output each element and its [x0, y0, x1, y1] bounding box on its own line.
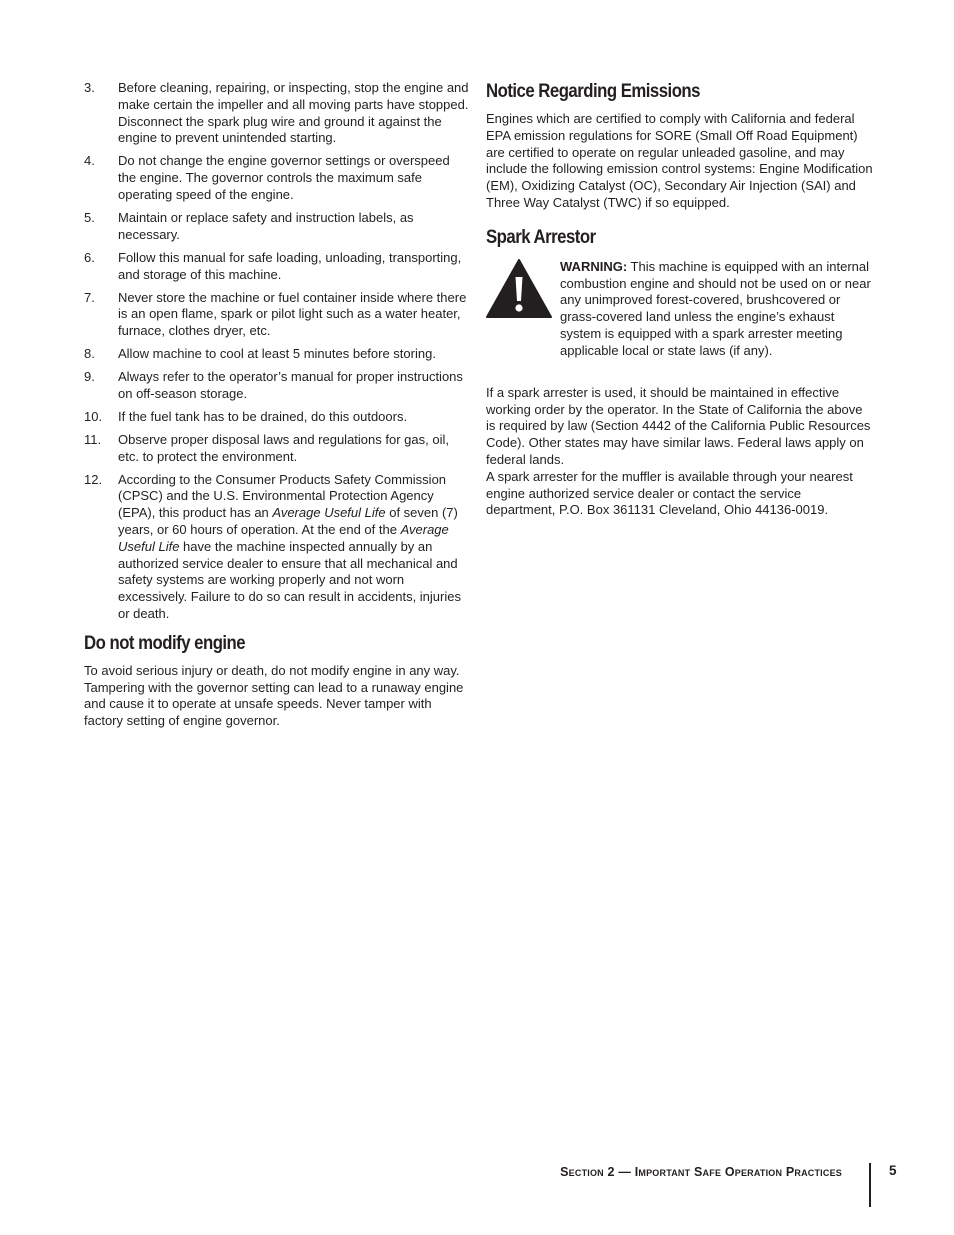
- item-text-b: of seven (7) years, or 60 hours of operation. At the end of the: [118, 505, 458, 538]
- list-item: [84, 153, 469, 203]
- list-item: [84, 409, 469, 426]
- item-number: 4.: [84, 153, 95, 169]
- item-number: 6.: [84, 249, 95, 265]
- list-item: [84, 290, 469, 340]
- warning-text-block: [560, 259, 874, 360]
- item-number: 10.: [84, 408, 103, 424]
- warning-label: WARNING:: [560, 258, 628, 274]
- footer-divider: [869, 1163, 871, 1207]
- page-number: 5: [889, 1163, 897, 1178]
- item-number: 3.: [84, 80, 95, 95]
- item-number: 12.: [84, 471, 103, 487]
- item-number: 9.: [84, 369, 95, 385]
- right-column: [486, 80, 874, 519]
- modify-engine-heading: Do not modify engine: [84, 631, 246, 654]
- item-text-a: According to the Consumer Products Safety Commission (CPSC) and the U.S. Environmental Protection Agency (EPA), this product has an: [118, 471, 447, 521]
- item-text: Never store the machine or fuel container inside where there is an open flame, spark or pilot light such as a water heater, furnace, clothes dryer, etc.: [118, 289, 467, 339]
- warning-triangle-icon: [486, 259, 552, 319]
- item-text: Before cleaning, repairing, or inspecting, stop the engine and make certain the impeller and all moving parts have stopped. Disconnect the spark plug wire and ground it against the engine to prevent unintended starting.: [118, 80, 469, 146]
- list-item: [84, 80, 469, 147]
- emissions-text: Engines which are certified to comply with California and federal EPA emission regulations for SORE (Small Off Road Equipment) are certified to operate on regular unleaded gasoline, and may include the following emission control systems: Engine Modification (EM), Oxidizing Catalyst (OC), Secondary Air Injection (SAI) and Three Way Catalyst (TWC) if so equipped.: [486, 111, 873, 210]
- item-text: Observe proper disposal laws and regulations for gas, oil, etc. to protect the environment.: [118, 431, 449, 464]
- warning-text: This machine is equipped with an internal combustion engine and should not be used on or near any unimproved forest-covered, brushcovered or grass-covered land unless the engine’s exhaust system is equipped with a spark arrester meeting applicable local or state laws (if any).: [560, 258, 871, 358]
- spark-arrester-text-2: A spark arrester for the muffler is available through your nearest engine authorized service dealer or contact the service department, P.O. Box 361131 Cleveland, Ohio 44136-0019.: [486, 468, 853, 518]
- page-footer: [0, 1163, 954, 1208]
- list-item: [84, 210, 469, 244]
- item-number: 5.: [84, 209, 95, 225]
- item-text: Allow machine to cool at least 5 minutes before storing.: [118, 346, 436, 362]
- list-item: [84, 432, 469, 466]
- item-italic-a: Average Useful Life: [272, 505, 386, 521]
- item-text: Follow this manual for safe loading, unloading, transporting, and storage of this machine.: [118, 249, 462, 282]
- item-text: Maintain or replace safety and instruction labels, as necessary.: [118, 209, 414, 242]
- item-number: 8.: [84, 346, 95, 362]
- list-item: [84, 369, 469, 403]
- spark-arrestor-heading: Spark Arrestor: [486, 225, 596, 248]
- left-column: [84, 80, 469, 730]
- item-number: 7.: [84, 289, 95, 305]
- list-item: [84, 472, 469, 623]
- item-text: If the fuel tank has to be drained, do this outdoors.: [118, 408, 408, 424]
- spark-arrester-text-1: If a spark arrester is used, it should be maintained in effective working order by the operator. In the State of California the above is required by law (Section 4442 of the California Public Resources Code). Other states may have similar laws. Federal laws apply on federal lands.: [486, 384, 871, 467]
- item-italic-b: Average Useful Life: [118, 522, 449, 554]
- item-text: Do not change the engine governor settings or overspeed the engine. The governor controls the maximum safe operating speed of the engine.: [118, 153, 450, 202]
- item-text: Always refer to the operator’s manual for proper instructions on off-season storage.: [118, 369, 463, 401]
- warning-block: [486, 259, 874, 379]
- item-text-c: have the machine inspected annually by an authorized service dealer to ensure that all mechanical and safety systems are working properly and not worn excessively. Failure to do so can result in accidents, injuries or death.: [118, 538, 461, 621]
- emissions-heading: Notice Regarding Emissions: [486, 80, 700, 102]
- list-item: [84, 346, 469, 363]
- safety-list: [84, 80, 469, 623]
- item-number: 11.: [84, 431, 102, 447]
- list-item: [84, 250, 469, 284]
- section-title: Section 2 — Important Safe Operation Practices: [560, 1165, 842, 1179]
- modify-engine-text: To avoid serious injury or death, do not modify engine in any way. Tampering with the governor setting can lead to a runaway engine and cause it to operate at unsafe speeds. Never tamper with factory setting of engine governor.: [84, 662, 464, 729]
